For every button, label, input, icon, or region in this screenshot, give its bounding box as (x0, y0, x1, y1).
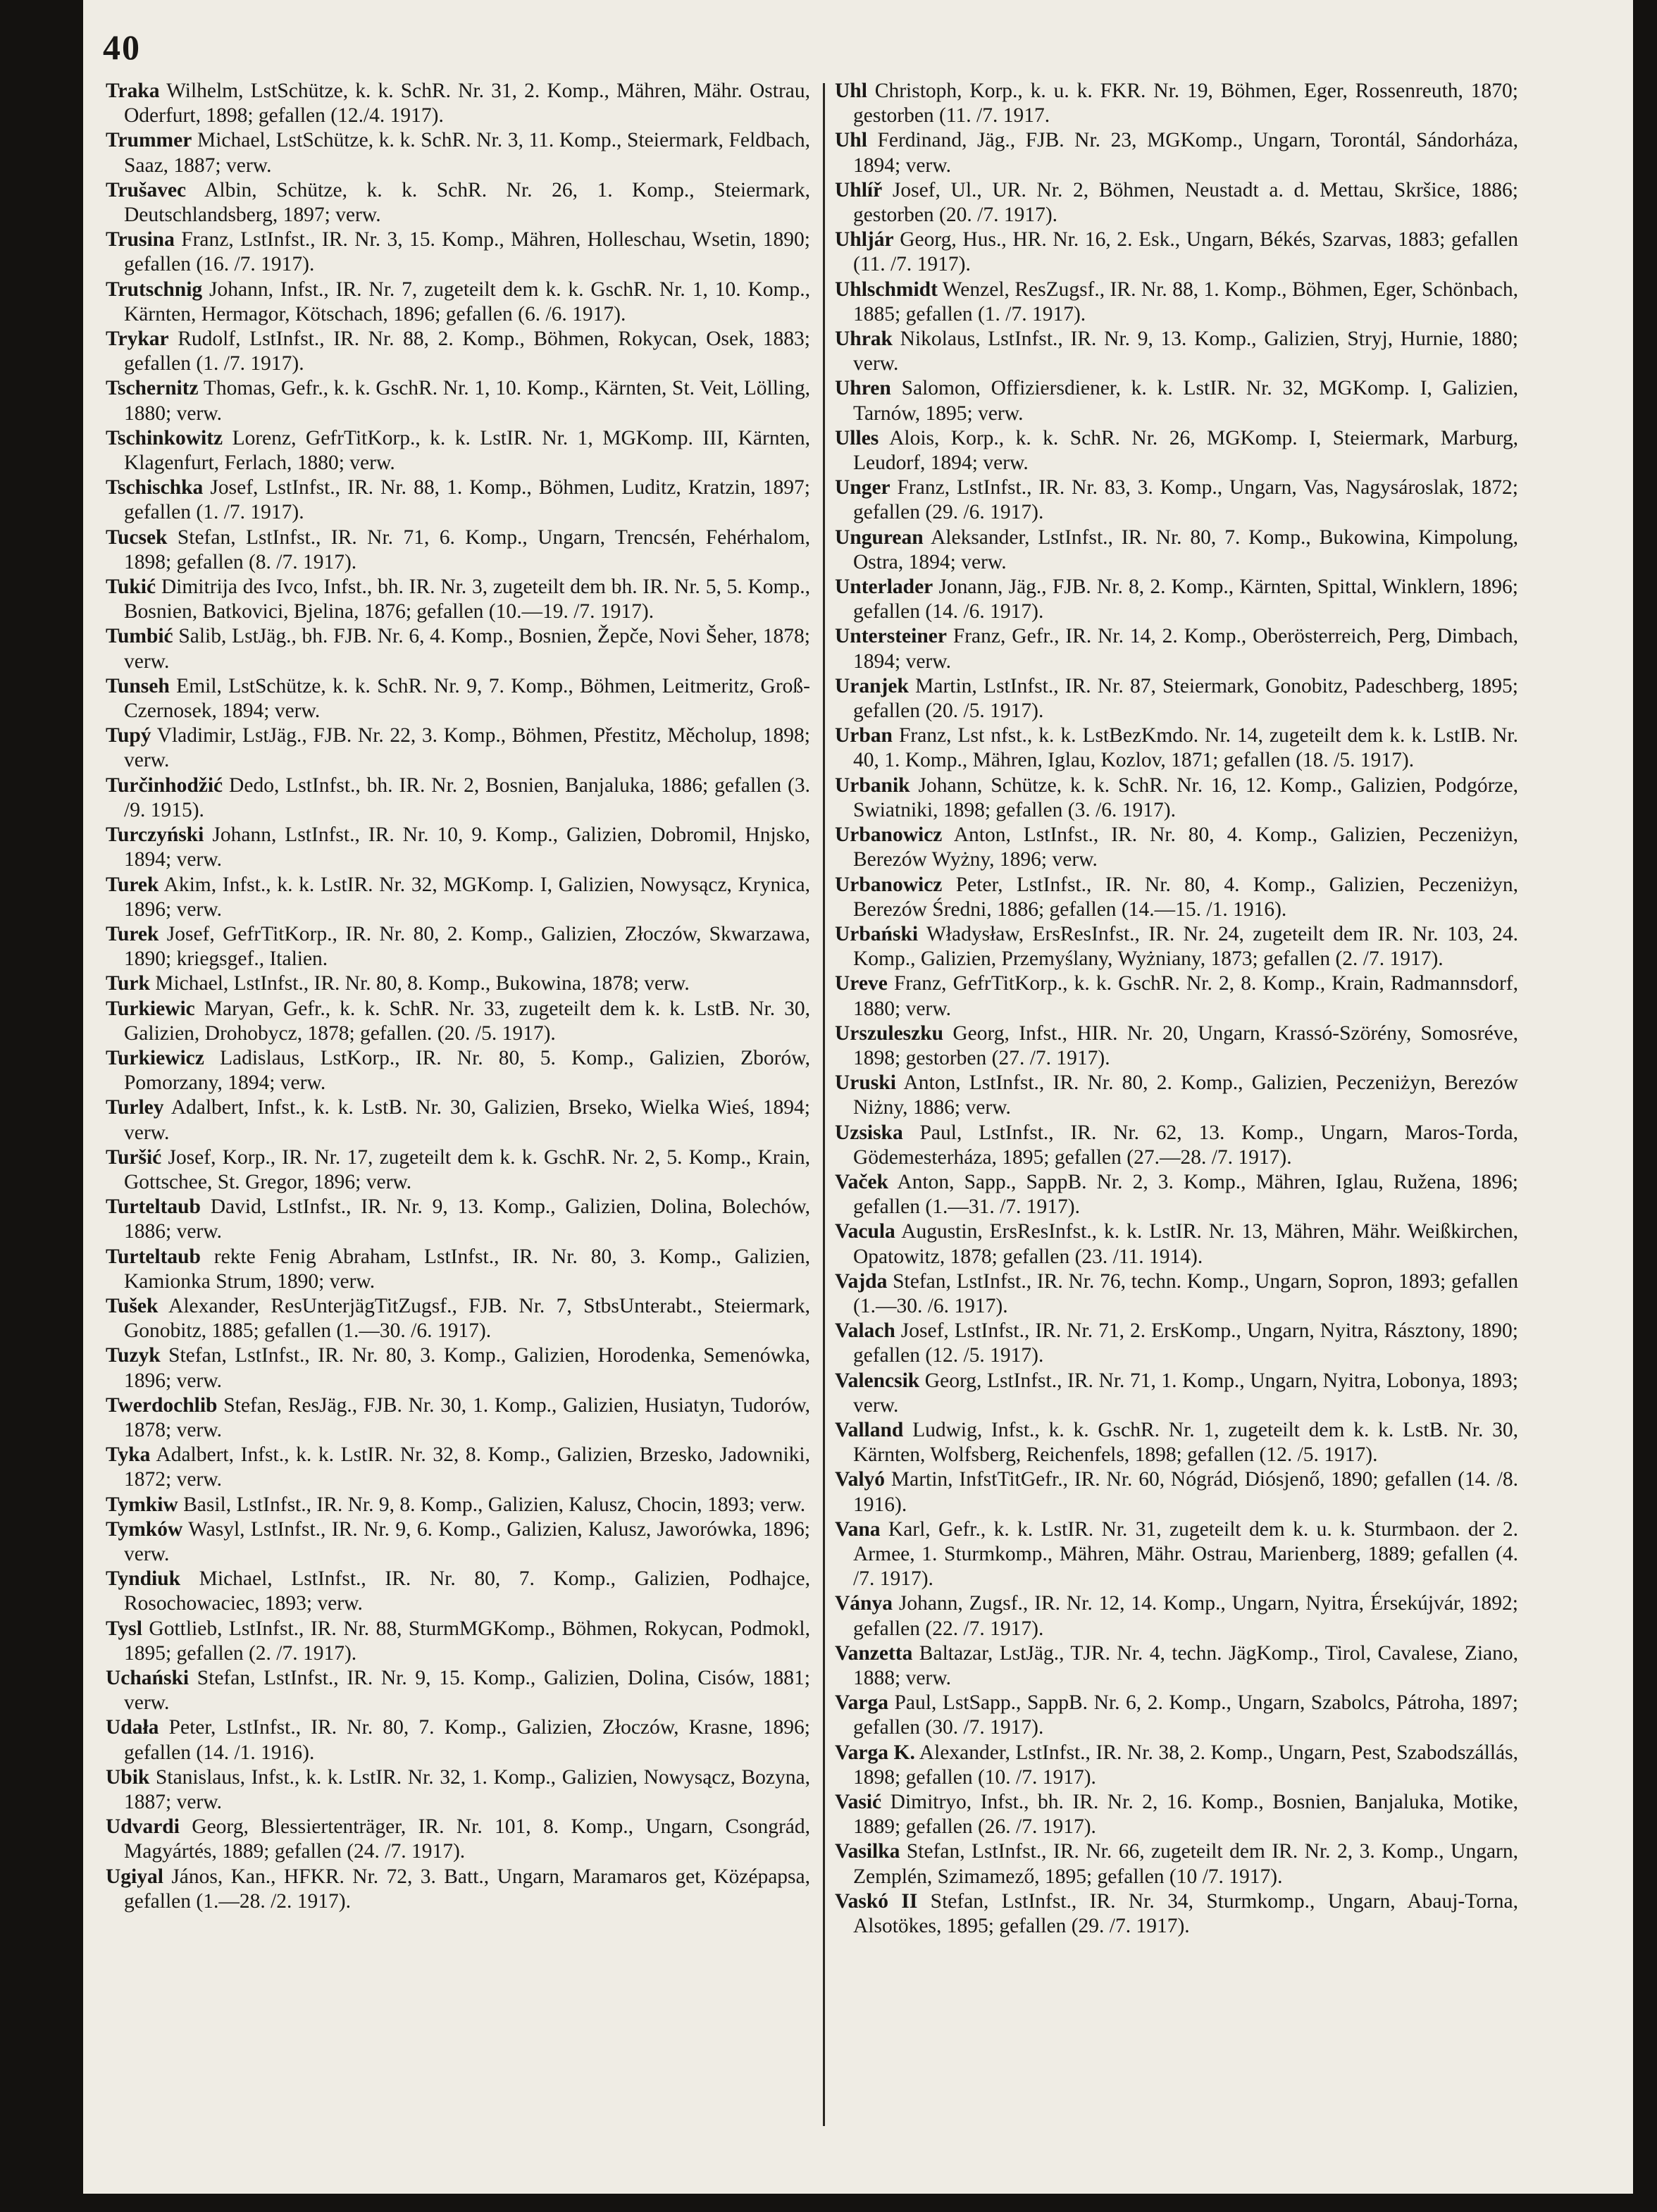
entry-details: Salomon, Offiziersdiener, k. k. LstIR. Nr. 32, MGKomp. I, Galizien, Tarnów, 1895; verw. (853, 377, 1518, 425)
entry-surname: Uruski (835, 1071, 896, 1095)
entry-surname: Valland (835, 1418, 904, 1441)
entry-details: János, Kan., HFKR. Nr. 72, 3. Batt., Ungarn, Maramaros get, Középapsa, gefallen (1.—28. /2. 1917). (124, 1865, 810, 1913)
entry-details: Michael, LstSchütze, k. k. SchR. Nr. 3, 11. Komp., Steiermark, Feldbach, Saaz, 1887; verw. (124, 129, 810, 177)
entry-details: Alois, Korp., k. k. SchR. Nr. 26, MGKomp. I, Steiermark, Marburg, Leudorf, 1894; verw. (853, 426, 1518, 475)
register-entry (106, 228, 810, 277)
entry-details: Martin, InfstTitGefr., IR. Nr. 60, Nógrád, Diósjenő, 1890; gefallen (14. /8. 1916). (853, 1468, 1518, 1516)
entry-details: Georg, LstInfst., IR. Nr. 71, 1. Komp., Ungarn, Nyitra, Lobonya, 1893; verw. (853, 1369, 1518, 1417)
register-entry (835, 1170, 1518, 1219)
register-entry (106, 526, 810, 575)
entry-surname: Valyó (835, 1468, 886, 1491)
entry-surname: Ványa (835, 1592, 893, 1615)
entry-surname: Uhl (835, 129, 867, 152)
entry-details: Franz, Lst nfst., k. k. LstBezKmdo. Nr. 14, zugeteilt dem k. k. LstIB. Nr. 40, 1. Komp., Mähren, Iglau, Kozlov, 1871; gefallen (18. /5. 1917). (853, 724, 1518, 772)
entry-surname: Turteltaub (106, 1195, 201, 1219)
entry-surname: Trušavec (106, 178, 187, 201)
entry-details: Gottlieb, LstInfst., IR. Nr. 88, SturmMGKomp., Böhmen, Rokycan, Podmokl, 1895; gefallen (2. /7. 1917). (124, 1617, 810, 1665)
entry-details: Dimitryo, Infst., bh. IR. Nr. 2, 16. Komp., Bosnien, Banjaluka, Motike, 1889; gefallen (26. /7. 1917). (853, 1791, 1518, 1839)
entry-surname: Ungurean (835, 526, 924, 549)
entry-details: Georg, Infst., HIR. Nr. 20, Ungarn, Krassó-Szörény, Somosréve, 1898; gestorben (27. /7. 1917). (853, 1021, 1518, 1069)
register-entry (835, 624, 1518, 673)
entry-details: Maryan, Gefr., k. k. SchR. Nr. 33, zugeteilt dem k. k. LstB. Nr. 30, Galizien, Drohobycz, 1878; gefallen. (20. /5. 1917). (124, 997, 810, 1045)
entry-details: Josef, Korp., IR. Nr. 17, zugeteilt dem k. k. GschR. Nr. 2, 5. Komp., Krain, Gottschee, St. Gregor, 1896; verw. (124, 1145, 810, 1193)
entry-surname: Tymkiw (106, 1493, 178, 1516)
entry-details: Adalbert, Infst., k. k. LstIR. Nr. 32, 8. Komp., Galizien, Brzesko, Jadowniki, 1872; verw. (124, 1443, 810, 1491)
entry-details: Stanislaus, Infst., k. k. LstIR. Nr. 32, 1. Komp., Galizien, Nowysącz, Bozyna, 1887; verw. (124, 1765, 810, 1814)
register-entry (106, 873, 810, 922)
scan-border-left (0, 0, 83, 2212)
entry-surname: Ulles (835, 426, 879, 449)
entry-details: Thomas, Gefr., k. k. GschR. Nr. 1, 10. Komp., Kärnten, St. Veit, Lölling, 1880; verw. (124, 377, 810, 425)
register-entry (835, 823, 1518, 872)
register-entry (106, 773, 810, 823)
entry-surname: Uzsiska (835, 1121, 903, 1144)
register-entry (835, 278, 1518, 327)
page-number: 40 (103, 27, 141, 67)
register-entry (106, 1617, 810, 1666)
entry-details: Anton, Sapp., SappB. Nr. 2, 3. Komp., Mähren, Iglau, Ružena, 1896; gefallen (1.—31. /7. 1917). (853, 1170, 1518, 1219)
register-entry (835, 1121, 1518, 1170)
entry-surname: Uchański (106, 1667, 190, 1689)
entry-surname: Vana (835, 1517, 881, 1541)
entry-surname: Vanzetta (835, 1641, 913, 1665)
entry-surname: Tschinkowitz (106, 426, 223, 449)
entry-surname: Uhljár (835, 228, 894, 251)
entry-surname: Traka (106, 80, 160, 102)
entry-details: Franz, Gefr., IR. Nr. 14, 2. Komp., Oberösterreich, Perg, Dimbach, 1894; verw. (853, 625, 1518, 673)
register-entry (106, 723, 810, 773)
entry-surname: Vasilka (835, 1840, 900, 1863)
entry-details: Rudolf, LstInfst., IR. Nr. 88, 2. Komp., Böhmen, Rokycan, Osek, 1883; gefallen (1. /7. 1917). (124, 328, 810, 375)
register-entry (106, 1145, 810, 1195)
entry-surname: Turczyński (106, 824, 204, 847)
entry-details: rekte Fenig Abraham, LstInfst., IR. Nr. 80, 3. Komp., Galizien, Kamionka Strum, 1890; verw. (124, 1245, 810, 1293)
register-entry (835, 476, 1518, 525)
register-entry (106, 178, 810, 228)
entry-details: Stefan, LstInfst., IR. Nr. 71, 6. Komp., Ungarn, Trencsén, Fehérhalom, 1898; gefallen (8. /7. 1917). (124, 526, 810, 573)
register-entry (835, 1790, 1518, 1839)
column-divider (823, 83, 825, 2126)
register-entry (106, 426, 810, 476)
entry-surname: Turteltaub (106, 1245, 201, 1268)
entry-surname: Tukić (106, 576, 156, 599)
register-entry (835, 1691, 1518, 1740)
entry-surname: Tyka (106, 1443, 151, 1467)
entry-details: Franz, LstInfst., IR. Nr. 83, 3. Komp., Ungarn, Vas, Nagysároslak, 1872; gefallen (29. /6. 1917). (853, 476, 1518, 524)
entry-details: Peter, LstInfst., IR. Nr. 80, 7. Komp., Galizien, Złoczów, Krasne, 1896; gefallen (14. /1. 1916). (124, 1716, 810, 1764)
entry-details: Alexander, LstInfst., IR. Nr. 38, 2. Komp., Ungarn, Pest, Szabodszállás, 1898; gefallen (10. /7. 1917). (853, 1741, 1518, 1789)
entry-surname: Turek (106, 922, 159, 945)
register-entry (106, 1046, 810, 1095)
entry-surname: Uhren (835, 377, 891, 400)
register-entry (835, 426, 1518, 476)
entry-surname: Ubik (106, 1765, 150, 1789)
register-entry (106, 79, 810, 128)
register-entry (835, 1021, 1518, 1071)
entry-details: Nikolaus, LstInfst., IR. Nr. 9, 13. Komp., Galizien, Stryj, Hurnie, 1880; verw. (853, 328, 1518, 375)
entry-details: Stefan, LstInfst., IR. Nr. 76, techn. Komp., Ungarn, Sopron, 1893; gefallen (1.—30. /6. 1917). (853, 1269, 1518, 1317)
register-entry (106, 997, 810, 1046)
register-entry (106, 1715, 810, 1765)
entry-surname: Tuzyk (106, 1344, 161, 1367)
entry-details: Ludwig, Infst., k. k. GschR. Nr. 1, zugeteilt dem k. k. LstB. Nr. 30, Kärnten, Wolfsberg, Reichenfels, 1898; gefallen (12. /5. 1917). (853, 1418, 1518, 1467)
register-entry (835, 1641, 1518, 1691)
register-entry (106, 1343, 810, 1393)
register-entry (106, 1765, 810, 1815)
entry-details: Johann, Schütze, k. k. SchR. Nr. 16, 12. Komp., Galizien, Podgórze, Swiatniki, 1898; gefallen (3. /6. 1917). (853, 773, 1518, 821)
register-entry (835, 1418, 1518, 1467)
entry-surname: Tušek (106, 1294, 159, 1317)
left-column (106, 79, 810, 1914)
entry-surname: Trummer (106, 129, 192, 152)
entry-surname: Udvardi (106, 1815, 180, 1839)
entry-details: Wasyl, LstInfst., IR. Nr. 9, 6. Komp., Galizien, Kalusz, Jaworówka, 1896; verw. (124, 1517, 810, 1565)
entry-surname: Turk (106, 972, 150, 995)
entry-surname: Uranjek (835, 674, 909, 697)
entry-details: Dimitrija des Ivco, Infst., bh. IR. Nr. 3, zugeteilt dem bh. IR. Nr. 5, 5. Komp., Bosnien, Batkovici, Bjelina, 1876; gefallen (10.—19. /7. 1917). (124, 576, 810, 623)
register-entry (106, 1815, 810, 1864)
entry-surname: Trutschnig (106, 278, 203, 301)
entry-surname: Tucsek (106, 526, 168, 549)
register-entry (835, 228, 1518, 277)
register-entry (835, 1219, 1518, 1269)
entry-surname: Turšić (106, 1145, 162, 1169)
entry-surname: Varga K. (835, 1741, 915, 1764)
entry-details: Josef, GefrTitKorp., IR. Nr. 80, 2. Komp., Galizien, Złoczów, Skwarzawa, 1890; kriegsgef., Italien. (124, 922, 810, 971)
entry-surname: Turek (106, 873, 159, 896)
entry-details: Anton, LstInfst., IR. Nr. 80, 4. Komp., Galizien, Peczeniżyn, Berezów Wyżny, 1896; verw. (853, 824, 1518, 871)
entry-details: Adalbert, Infst., k. k. LstB. Nr. 30, Galizien, Brseko, Wielka Wieś, 1894; verw. (124, 1096, 810, 1144)
register-entry (835, 526, 1518, 575)
entry-details: Ferdinand, Jäg., FJB. Nr. 23, MGKomp., Ungarn, Torontál, Sándorháza, 1894; verw. (853, 129, 1518, 177)
register-entry (835, 376, 1518, 425)
register-entry (835, 178, 1518, 228)
register-entry (106, 1865, 810, 1914)
entry-details: Georg, Hus., HR. Nr. 16, 2. Esk., Ungarn, Békés, Szarvas, 1883; gefallen (11. /7. 1917). (853, 228, 1518, 276)
entry-surname: Turčinhodžić (106, 773, 223, 797)
register-entry (835, 1889, 1518, 1939)
entry-surname: Urban (835, 724, 893, 747)
entry-surname: Twerdochlib (106, 1393, 218, 1417)
entry-details: Aleksander, LstInfst., IR. Nr. 80, 7. Komp., Bukowina, Kimpolung, Ostra, 1894; verw. (853, 526, 1518, 573)
entry-details: Martin, LstInfst., IR. Nr. 87, Steiermark, Gonobitz, Padeschberg, 1895; gefallen (20. /5. 1917). (853, 674, 1518, 723)
entry-surname: Ureve (835, 972, 888, 995)
register-entry (106, 1294, 810, 1343)
entry-details: Emil, LstSchütze, k. k. SchR. Nr. 9, 7. Komp., Böhmen, Leitmeritz, Groß-Czernosek, 1894; verw. (124, 674, 810, 723)
register-entry (835, 1517, 1518, 1592)
entry-surname: Trusina (106, 228, 175, 251)
entry-surname: Vasić (835, 1791, 882, 1814)
entry-surname: Tunseh (106, 674, 170, 697)
entry-surname: Uhlschmidt (835, 278, 938, 301)
register-entry (106, 624, 810, 673)
entry-details: Wenzel, ResZugsf., IR. Nr. 88, 1. Komp., Böhmen, Eger, Schönbach, 1885; gefallen (1. /7. 1917). (853, 278, 1518, 325)
entry-details: Johann, LstInfst., IR. Nr. 10, 9. Komp., Galizien, Dobromil, Hnjsko, 1894; verw. (124, 824, 810, 871)
entry-surname: Tschernitz (106, 377, 199, 400)
register-entry (106, 278, 810, 327)
entry-details: Franz, GefrTitKorp., k. k. GschR. Nr. 2, 8. Komp., Krain, Radmannsdorf, 1880; verw. (853, 972, 1518, 1020)
entry-surname: Tyndiuk (106, 1567, 181, 1591)
entry-surname: Valach (835, 1319, 895, 1343)
entry-details: Michael, LstInfst., IR. Nr. 80, 7. Komp., Galizien, Podhajce, Rosochowaciec, 1893; verw. (124, 1567, 810, 1615)
entry-details: Josef, Ul., UR. Nr. 2, Böhmen, Neustadt a. d. Mettau, Skršice, 1886; gestorben (20. /7. 1917). (853, 178, 1518, 227)
register-entry (106, 674, 810, 723)
entry-details: Anton, LstInfst., IR. Nr. 80, 2. Komp., Galizien, Peczeniżyn, Berezów Niżny, 1886; verw. (853, 1071, 1518, 1119)
register-entry (835, 674, 1518, 723)
entry-surname: Vaček (835, 1170, 888, 1193)
register-entry (835, 971, 1518, 1021)
entry-surname: Urbanowicz (835, 873, 943, 896)
entry-surname: Turkiewic (106, 997, 195, 1020)
entry-surname: Urbański (835, 922, 919, 945)
entry-details: Karl, Gefr., k. k. LstIR. Nr. 31, zugeteilt dem k. u. k. Sturmbaon. der 2. Armee, 1. Sturmkomp., Mähren, Mähr. Ostrau, Marienberg, 1889; gefallen (4. /7. 1917). (853, 1517, 1518, 1591)
entry-surname: Tumbić (106, 625, 173, 648)
register-entry (835, 79, 1518, 128)
entry-details: Augustin, ErsResInfst., k. k. LstIR. Nr. 13, Mähren, Mähr. Weißkirchen, Opatowitz, 1878; gefallen (23. /11. 1914). (853, 1220, 1518, 1268)
entry-details: Stefan, LstInfst., IR. Nr. 34, Sturmkomp., Ungarn, Abauj-Torna, Alsotökes, 1895; gefallen (29. /7. 1917). (853, 1889, 1518, 1938)
entry-details: David, LstInfst., IR. Nr. 9, 13. Komp., Galizien, Dolina, Bolechów, 1886; verw. (124, 1195, 810, 1243)
register-entry (106, 327, 810, 376)
entry-details: Ladislaus, LstKorp., IR. Nr. 80, 5. Komp., Galizien, Zborów, Pomorzany, 1894; verw. (124, 1046, 810, 1095)
register-entry (835, 128, 1518, 178)
register-entry (106, 1095, 810, 1145)
entry-details: Salib, LstJäg., bh. FJB. Nr. 6, 4. Komp., Bosnien, Žepče, Novi Šeher, 1878; verw. (124, 625, 810, 673)
register-entry (106, 476, 810, 525)
register-entry (106, 1517, 810, 1567)
entry-surname: Trykar (106, 328, 169, 351)
entry-surname: Uhrak (835, 328, 893, 351)
entry-details: Franz, LstInfst., IR. Nr. 3, 15. Komp., Mähren, Holleschau, Wsetin, 1890; gefallen (16. /7. 1917). (124, 228, 810, 276)
entry-surname: Urbanowicz (835, 824, 943, 847)
register-entry (106, 922, 810, 971)
register-entry (835, 1591, 1518, 1641)
scan-border-bottom (0, 2194, 1657, 2212)
entry-details: Stefan, LstInfst., IR. Nr. 9, 15. Komp., Galizien, Dolina, Cisów, 1881; verw. (124, 1667, 810, 1715)
entry-details: Władysław, ErsResInfst., IR. Nr. 24, zugeteilt dem IR. Nr. 103, 24. Komp., Galizien, Przemyślany, Wyżniany, 1873; gefallen (2. /7. 1917). (853, 922, 1518, 971)
entry-details: Albin, Schütze, k. k. SchR. Nr. 26, 1. Komp., Steiermark, Deutschlandsberg, 1897; verw. (124, 178, 810, 227)
right-column (835, 79, 1518, 1939)
register-entry (835, 575, 1518, 624)
register-entry (106, 1443, 810, 1492)
register-entry (835, 1319, 1518, 1368)
register-entry (106, 1567, 810, 1616)
entry-details: Paul, LstInfst., IR. Nr. 62, 13. Komp., Ungarn, Maros-Torda, Gödemesterháza, 1895; gefallen (27.—28. /7. 1917). (853, 1121, 1518, 1169)
entry-details: Dedo, LstInfst., bh. IR. Nr. 2, Bosnien, Banjaluka, 1886; gefallen (3. /9. 1915). (124, 773, 810, 821)
register-entry (106, 376, 810, 425)
entry-surname: Unterlader (835, 576, 933, 599)
entry-details: Stefan, ResJäg., FJB. Nr. 30, 1. Komp., Galizien, Husiatyn, Tudorów, 1878; verw. (124, 1393, 810, 1441)
entry-details: Stefan, LstInfst., IR. Nr. 80, 3. Komp., Galizien, Horodenka, Semenówka, 1896; verw. (124, 1344, 810, 1392)
entry-details: Vladimir, LstJäg., FJB. Nr. 22, 3. Komp., Böhmen, Přestitz, Měcholup, 1898; verw. (124, 724, 810, 772)
register-entry (835, 1269, 1518, 1319)
register-entry (835, 327, 1518, 376)
entry-details: Josef, LstInfst., IR. Nr. 88, 1. Komp., Böhmen, Luditz, Kratzin, 1897; gefallen (1. /7. 1917). (124, 476, 810, 524)
entry-surname: Vacula (835, 1220, 895, 1243)
entry-surname: Vajda (835, 1269, 888, 1293)
register-entry (106, 1666, 810, 1715)
entry-surname: Turley (106, 1096, 164, 1119)
register-entry (835, 1071, 1518, 1120)
register-entry (835, 1369, 1518, 1418)
entry-details: Johann, Infst., IR. Nr. 7, zugeteilt dem k. k. GschR. Nr. 1, 10. Komp., Kärnten, Hermagor, Kötschach, 1896; gefallen (6. /6. 1917). (124, 278, 810, 325)
entry-details: Lorenz, GefrTitKorp., k. k. LstIR. Nr. 1, MGKomp. III, Kärnten, Klagenfurt, Ferlach, 1880; verw. (124, 426, 810, 475)
entry-surname: Untersteiner (835, 625, 947, 648)
entry-surname: Ugiyal (106, 1865, 163, 1888)
register-entry (835, 1839, 1518, 1889)
register-entry (835, 723, 1518, 773)
entry-details: Basil, LstInfst., IR. Nr. 9, 8. Komp., Galizien, Kalusz, Chocin, 1893; verw. (178, 1493, 806, 1516)
entry-details: Josef, LstInfst., IR. Nr. 71, 2. ErsKomp., Ungarn, Nyitra, Rásztony, 1890; gefallen (12. /5. 1917). (853, 1319, 1518, 1367)
register-entry (835, 873, 1518, 922)
entry-details: Baltazar, LstJäg., TJR. Nr. 4, techn. JägKomp., Tirol, Cavalese, Ziano, 1888; verw. (853, 1641, 1518, 1689)
entry-details: Christoph, Korp., k. u. k. FKR. Nr. 19, Böhmen, Eger, Rossenreuth, 1870; gestorben (11. /7. 1917. (853, 80, 1518, 128)
entry-details: Georg, Blessiertenträger, IR. Nr. 101, 8. Komp., Ungarn, Csongrád, Magyártés, 1889; gefallen (24. /7. 1917). (124, 1815, 810, 1863)
register-entry (106, 1195, 810, 1244)
entry-details: Alexander, ResUnterjägTitZugsf., FJB. Nr. 7, StbsUnterabt., Steiermark, Gonobitz, 1885; gefallen (1.—30. /6. 1917). (124, 1294, 810, 1343)
register-entry (106, 128, 810, 178)
entry-details: Jonann, Jäg., FJB. Nr. 8, 2. Komp., Kärnten, Spittal, Winklern, 1896; gefallen (14. /6. 1917). (853, 576, 1518, 623)
register-entry (106, 823, 810, 872)
entry-surname: Uhlíř (835, 178, 883, 201)
entry-details: Peter, LstInfst., IR. Nr. 80, 4. Komp., Galizien, Peczeniżyn, Berezów Średni, 1886; gefallen (14.—15. /1. 1916). (853, 873, 1518, 921)
entry-surname: Tschischka (106, 476, 204, 499)
entry-surname: Tymków (106, 1517, 183, 1541)
scan-border-right (1633, 0, 1657, 2212)
register-entry (106, 1393, 810, 1443)
register-entry (106, 1493, 810, 1517)
entry-details: Johann, Zugsf., IR. Nr. 12, 14. Komp., Ungarn, Nyitra, Érsekújvár, 1892; gefallen (22. /7. 1917). (853, 1592, 1518, 1640)
entry-surname: Vaskó II (835, 1889, 918, 1913)
register-entry (835, 1467, 1518, 1517)
entry-surname: Turkiewicz (106, 1046, 204, 1069)
entry-surname: Tysl (106, 1617, 142, 1640)
register-entry (835, 773, 1518, 823)
entry-details: Michael, LstInfst., IR. Nr. 80, 8. Komp., Bukowina, 1878; verw. (149, 972, 690, 995)
register-entry (835, 922, 1518, 971)
entry-surname: Unger (835, 476, 890, 499)
register-entry (106, 1245, 810, 1294)
entry-surname: Valencsik (835, 1369, 920, 1392)
entry-surname: Varga (835, 1691, 888, 1715)
entry-details: Akim, Infst., k. k. LstIR. Nr. 32, MGKomp. I, Galizien, Nowysącz, Krynica, 1896; verw. (124, 873, 810, 921)
entry-surname: Uhl (835, 80, 867, 102)
entry-surname: Urszuleszku (835, 1021, 944, 1045)
entry-details: Paul, LstSapp., SappB. Nr. 6, 2. Komp., Ungarn, Szabolcs, Pátroha, 1897; gefallen (30. /7. 1917). (853, 1691, 1518, 1739)
register-entry (106, 575, 810, 624)
entry-details: Stefan, LstInfst., IR. Nr. 66, zugeteilt dem IR. Nr. 2, 3. Komp., Ungarn, Zemplén, Szimamező, 1895; gefallen (10 /7. 1917). (853, 1840, 1518, 1888)
entry-surname: Tupý (106, 724, 151, 747)
entry-surname: Udała (106, 1716, 159, 1739)
entry-surname: Urbanik (835, 773, 910, 797)
register-entry (835, 1741, 1518, 1790)
register-entry (106, 971, 810, 996)
entry-details: Wilhelm, LstSchütze, k. k. SchR. Nr. 31, 2. Komp., Mähren, Mähr. Ostrau, Oderfurt, 1898; gefallen (12./4. 1917). (124, 80, 810, 128)
